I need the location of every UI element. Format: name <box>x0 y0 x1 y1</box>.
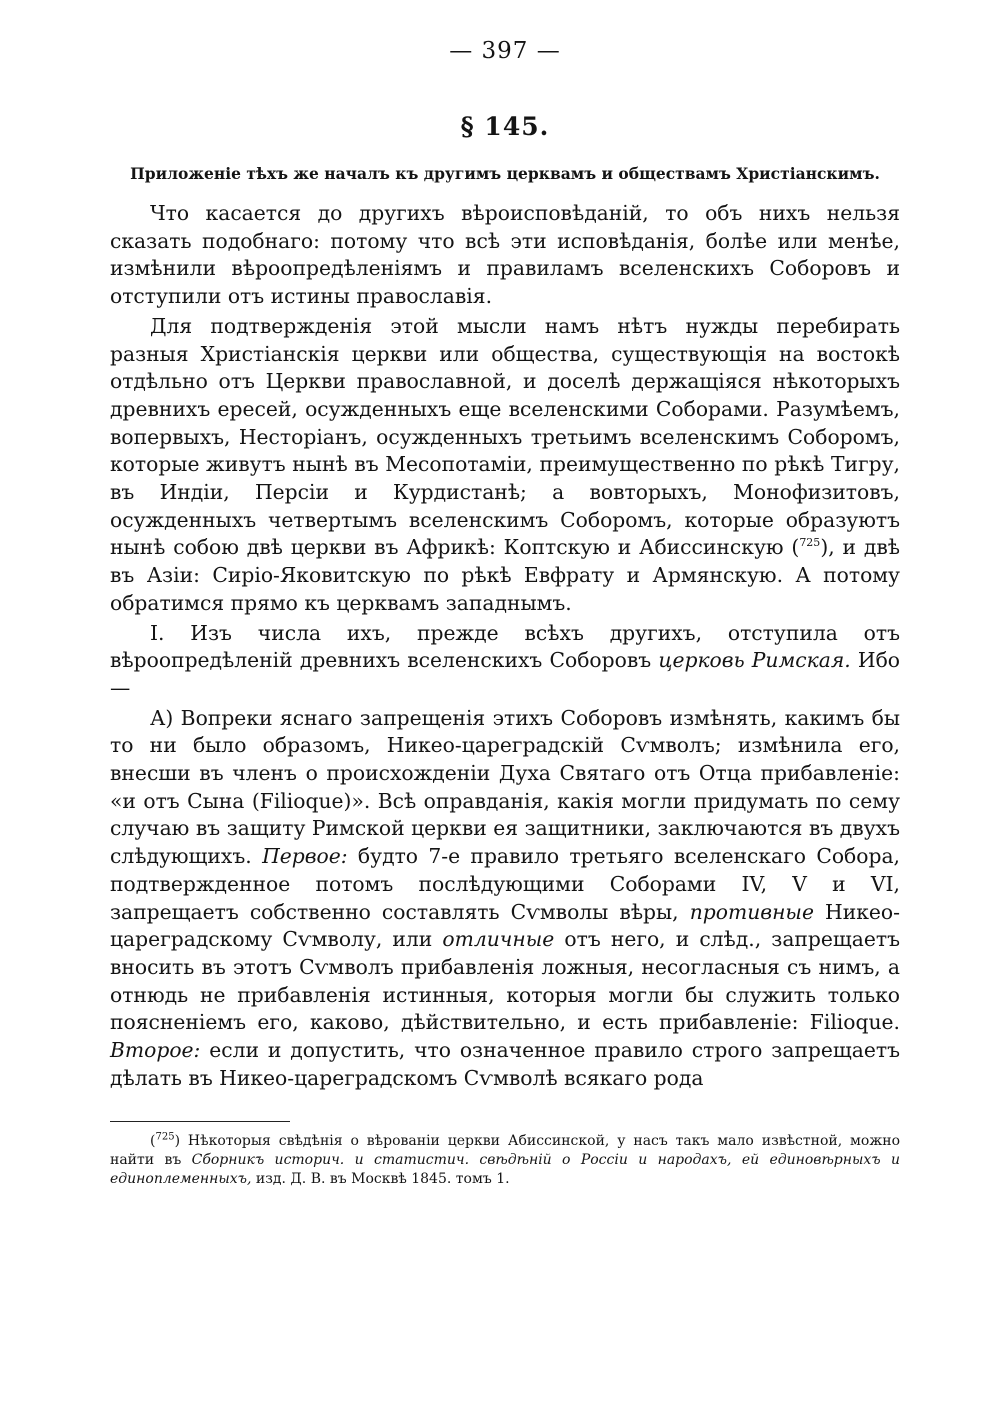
section-heading: § 145. <box>460 112 550 141</box>
emphasis-second: Второе: <box>110 1038 201 1063</box>
footnote-mark: 725 <box>155 1130 175 1142</box>
footnote-reference[interactable]: 725 <box>799 536 821 550</box>
page <box>110 38 900 1189</box>
footnote-book-title: Сборникъ историч. и статистич. свѣдѣній о Россіи и народахъ, ей единовѣрныхъ и единоплеменныхъ, <box>110 1151 901 1187</box>
page-number: — 397 — <box>449 38 561 64</box>
paragraph-3: I. Изъ числа ихъ, прежде всѣхъ другихъ, отступила отъ вѣроопредѣленій древнихъ вселенскихъ Соборовъ церковь Римская. Ибо — <box>110 620 900 700</box>
section-title: Приложеніе тѣхъ же началъ къ другимъ церквамъ и обществамъ Христіанскимъ. <box>130 164 880 183</box>
emphasis-contrary: противные <box>689 899 814 924</box>
paragraph-1: Что касается до другихъ вѣроисповѣданій, то объ нихъ нельзя сказать подобнаго: потому что всѣ эти исповѣданія, болѣе или менѣе, измѣнили вѣроопредѣленіямъ и правиламъ вселенскихъ Соборовъ и отступили отъ истины православія. <box>110 201 900 309</box>
emphasis-roman-church: церковь Римская. <box>658 648 851 673</box>
emphasis-first: Первое: <box>262 844 348 869</box>
footnote: ($^{725}$) Нѣкоторыя свѣдѣнія о вѣрованіи церкви Абиссинской, у насъ такъ мало извѣстной, можно найти въ Сборникъ историч. и статистич. свѣдѣній о Россіи и народахъ, ей единовѣрныхъ и единоплеменныхъ, изд. Д. В. въ Москвѣ 1845. томъ 1. <box>110 1130 901 1187</box>
emphasis-different: отличные <box>442 927 555 952</box>
body-text <box>110 200 900 1093</box>
footnote-divider <box>110 1121 290 1122</box>
paragraph-2: Для подтвержденія этой мысли намъ нѣтъ нужды перебирать разныя Христіанскія церкви или общества, существующія на востокѣ отдѣльно отъ Церкви православной, и доселѣ держащіяся нѣкоторыхъ древнихъ ересей, осужденныхъ еще вселенскими Соборами. Разумѣемъ, вопервыхъ, Несторіанъ, осужденныхъ третьимъ вселенскимъ Соборомъ, которые живутъ нынѣ въ Месопотаміи, преимущественно по рѣкѣ Тигру, въ Индіи, Персіи и Курдистанѣ; а вовторыхъ, Монофизитовъ, осужденныхъ четвертымъ вселенскимъ Соборомъ, которые образуютъ нынѣ собою двѣ церкви въ Африкѣ: Коптскую и Абиссинскую ($^{725}$), и двѣ въ Азіи: Сиріо-Яковитскую по рѣкѣ Евфрату и Армянскую. А потому обратимся прямо къ церквамъ западнымъ. <box>110 313 900 615</box>
paragraph-4: А) Вопреки яснаго запрещенія этихъ Соборовъ измѣнять, какимъ бы то ни было образомъ, Никео-цареградскій Сѵмволъ; измѣнила его, внесши въ членъ о происхожденіи Духа Святаго отъ Отца прибавленіе: «и отъ Сына (Filioque)». Всѣ оправданія, какія могли придумать по сему случаю въ защиту Римской церкви ея защитники, заключаются въ двухъ слѣдующихъ. Первое: будто 7-е правило третьяго вселенскаго Собора, подтвержденное потомъ послѣдующими Соборами IV, V и VI, запрещаетъ собственно составлять Сѵмволы вѣры, противные Никео-цареградскому Сѵмволу, или отличные отъ него, и слѣд., запрещаетъ вносить въ этотъ Сѵмволъ прибавленія ложныя, несогласныя съ нимъ, а отнюдь не прибавленія истинныя, которыя могли бы служить только поясненіемъ его, каково, дѣйствительно, и есть прибавленіе: Filioque. Второе: если и допустить, что означенное правило строго запрещаетъ дѣлать въ Никео-цареградскомъ Сѵмволѣ всякаго рода <box>110 705 900 1090</box>
